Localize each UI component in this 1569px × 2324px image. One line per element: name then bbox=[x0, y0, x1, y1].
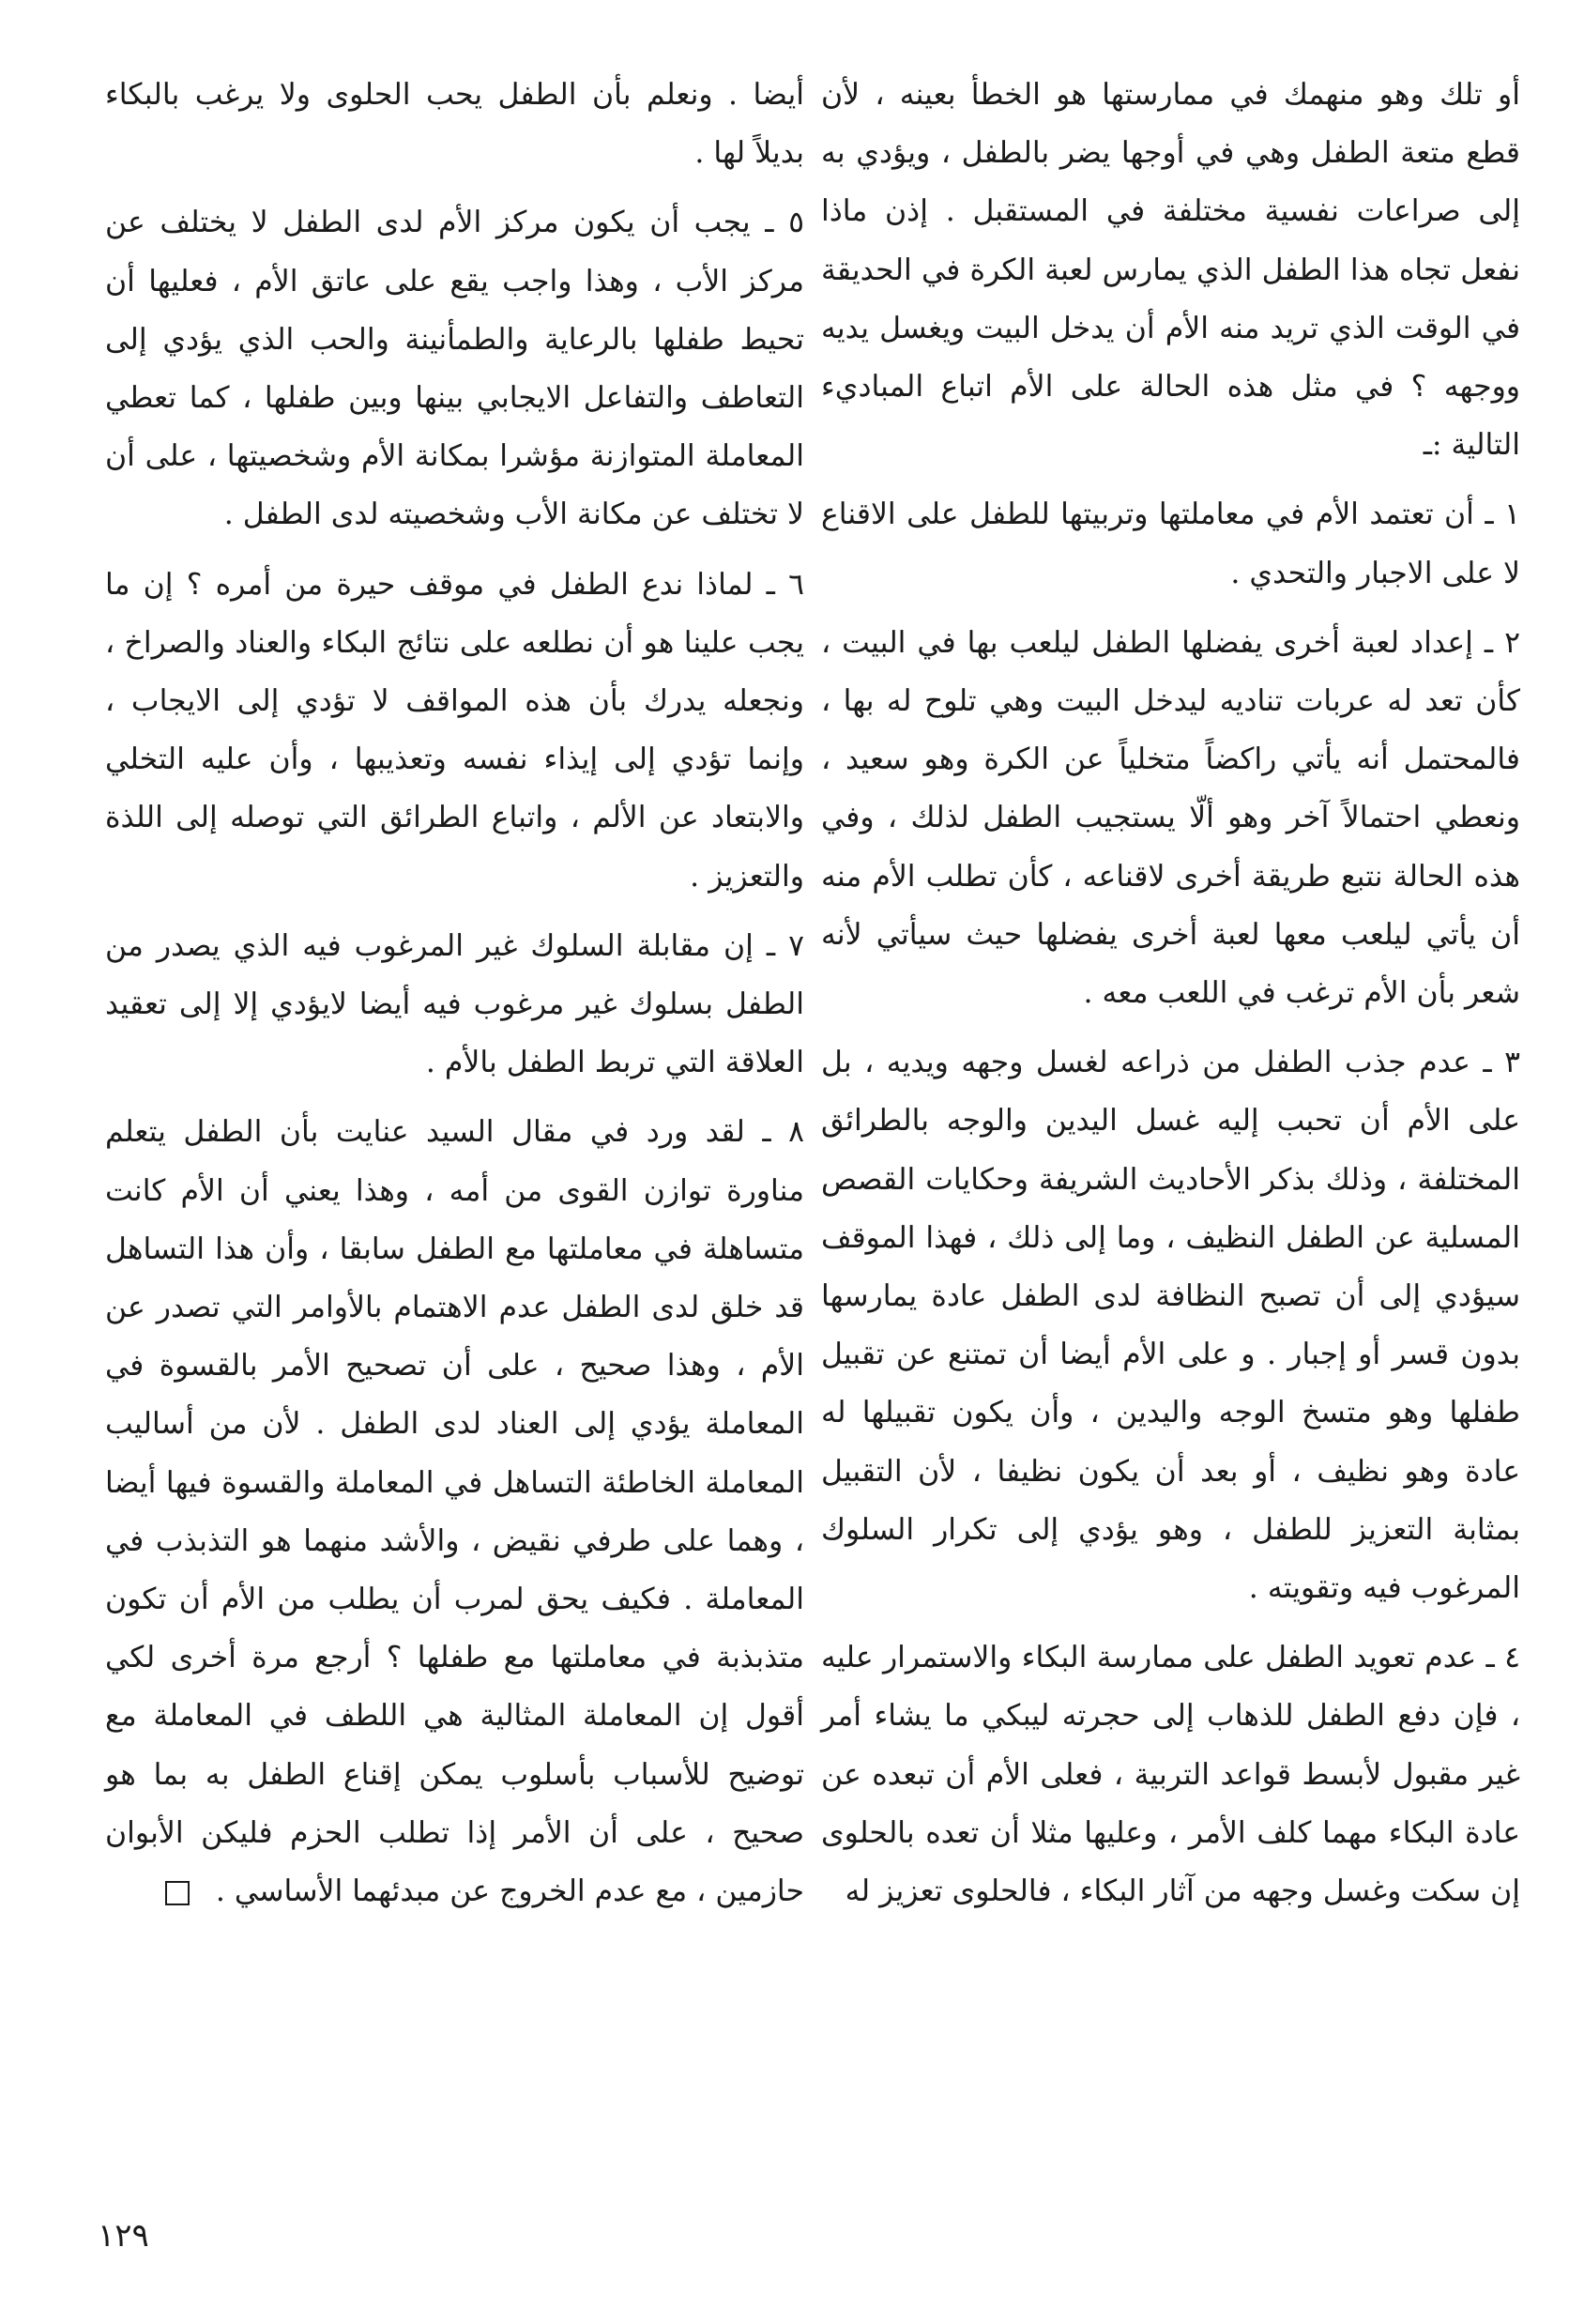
paragraph-principle-6: ٦ ـ لماذا ندع الطفل في موقف حيرة من أمره ؟ إن ما يجب علينا هو أن نطلعه على نتائج البكاء والعناد والصراخ ، ونجعله يدرك بأن هذه المواقف لا تؤدي إلى الايجاب ، وإنما تؤدي إلى إيذاء نفسه وتعذيبها ، وأن عليه التخلي والابتعاد عن الألم ، واتباع الطرائق التي توصله إلى اللذة والتعزيز . bbox=[105, 567, 804, 894]
left-column bbox=[105, 66, 804, 1932]
paragraph-continuation: أيضا . ونعلم بأن الطفل يحب الحلوى ولا يرغب بالبكاء بديلاً لها . bbox=[105, 78, 804, 171]
paragraph-principle-7: ٧ ـ إن مقابلة السلوك غير المرغوب فيه الذي يصدر من الطفل بسلوك غير مرغوب فيه أيضا لايؤدي إلا إلى تعقيد العلاقة التي تربط الطفل بالأم . bbox=[105, 928, 804, 1080]
paragraph-principle-4: ٤ ـ عدم تعويد الطفل على ممارسة البكاء والاستمرار عليه ، فإن دفع الطفل للذهاب إلى حجرته ليبكي ما يشاء أمر غير مقبول لأبسط قواعد التربية ، فعلى الأم أن تبعده عن عادة البكاء مهما كلف الأمر ، وعليها مثلا أن تعده بالحلوى إن سكت وغسل وجهه من آثار البكاء ، فالحلوى تعزيز له bbox=[821, 1641, 1520, 1909]
paragraph-principle-1: ١ ـ أن تعتمد الأم في معاملتها وتربيتها للطفل على الاقناع لا على الاجبار والتحدي . bbox=[821, 497, 1520, 590]
right-column bbox=[821, 66, 1520, 1932]
page-number: ١٢٩ bbox=[98, 2217, 149, 2255]
paragraph-principle-3: ٣ ـ عدم جذب الطفل من ذراعه لغسل وجهه ويديه ، بل على الأم أن تحبب إليه غسل اليدين والوجه بالطرائق المختلفة ، وذلك بذكر الأحاديث الشريفة وحكايات القصص المسلية عن الطفل النظيف ، وما إلى ذلك ، فهذا الموقف سيؤدي إلى أن تصبح النظافة لدى الطفل عادة يمارسها بدون قسر أو إجبار . و على الأم أيضا أن تمتنع عن تقبيل طفلها وهو متسخ الوجه واليدين ، وأن يكون تقبيلها له عادة وهو نظيف ، أو بعد أن يكون نظيفا ، لأن التقبيل بمثابة التعزيز للطفل ، وهو يؤدي إلى تكرار السلوك المرغوب فيه وتقويته . bbox=[821, 1046, 1520, 1606]
paragraph-principle-8 bbox=[105, 1103, 804, 1920]
paragraph-principle-5: ٥ ـ يجب أن يكون مركز الأم لدى الطفل لا يختلف عن مركز الأب ، وهذا واجب يقع على عاتق الأم ، فعليها أن تحيط طفلها بالرعاية والطمأنينة والحب الذي يؤدي إلى التعاطف والتفاعل الايجابي بينها وبين طفلها ، كما تعطي المعاملة المتوازنة مؤشرا بمكانة الأم وشخصيتها ، على أن لا تختلف عن مكانة الأب وشخصيته لدى الطفل . bbox=[105, 206, 804, 532]
end-of-article-square-icon bbox=[165, 1881, 190, 1905]
paragraph-principle-8-text: ٨ ـ لقد ورد في مقال السيد عنايت بأن الطفل يتعلم مناورة توازن القوى من أمه ، وهذا يعني أن الأم كانت متساهلة في معاملتها مع الطفل سابقا ، وأن هذا التساهل قد خلق لدى الطفل عدم الاهتمام بالأوامر التي تصدر عن الأم ، وهذا صحيح ، على أن تصحيح الأمر بالقسوة في المعاملة يؤدي إلى العناد لدى الطفل . لأن من أساليب المعاملة الخاطئة التساهل في المعاملة والقسوة فيها أيضا ، وهما على طرفي نقيض ، والأشد منهما هو التذبذب في المعاملة . فكيف يحق لمرب أن يطلب من الأم أن تكون متذبذبة في معاملتها مع طفلها ؟ أرجع مرة أخرى لكي أقول إن المعاملة المثالية هي اللطف في المعاملة مع توضيح للأسباب بأسلوب يمكن إقناع الطفل به بما هو صحيح ، على أن الأمر إذا تطلب الحزم فليكن الأبوان حازمين ، مع عدم الخروج عن مبدئهما الأساسي . bbox=[105, 1115, 804, 1909]
paragraph-intro: أو تلك وهو منهمك في ممارستها هو الخطأ بعينه ، لأن قطع متعة الطفل وهي في أوجها يضر بالطفل ، ويؤدي به إلى صراعات نفسية مختلفة في المستقبل . إذن ماذا نفعل تجاه هذا الطفل الذي يمارس لعبة الكرة في الحديقة في الوقت الذي تريد منه الأم أن يدخل البيت ويغسل يديه ووجهه ؟ في مثل هذه الحالة على الأم اتباع المباديء التالية :ـ bbox=[821, 78, 1520, 463]
paragraph-principle-2: ٢ ـ إعداد لعبة أخرى يفضلها الطفل ليلعب بها في البيت ، كأن تعد له عربات تناديه ليدخل البيت وهي تلوح له بها ، فالمحتمل أنه يأتي راكضاً متخلياً عن الكرة وهو سعيد ، ونعطي احتمالاً آخر وهو ألّا يستجيب الطفل لذلك ، وفي هذه الحالة نتبع طريقة أخرى لاقناعه ، كأن تطلب الأم منه أن يأتي ليلعب معها لعبة أخرى يفضلها حيث سيأتي لأنه شعر بأن الأم ترغب في اللعب معه . bbox=[821, 625, 1520, 1011]
